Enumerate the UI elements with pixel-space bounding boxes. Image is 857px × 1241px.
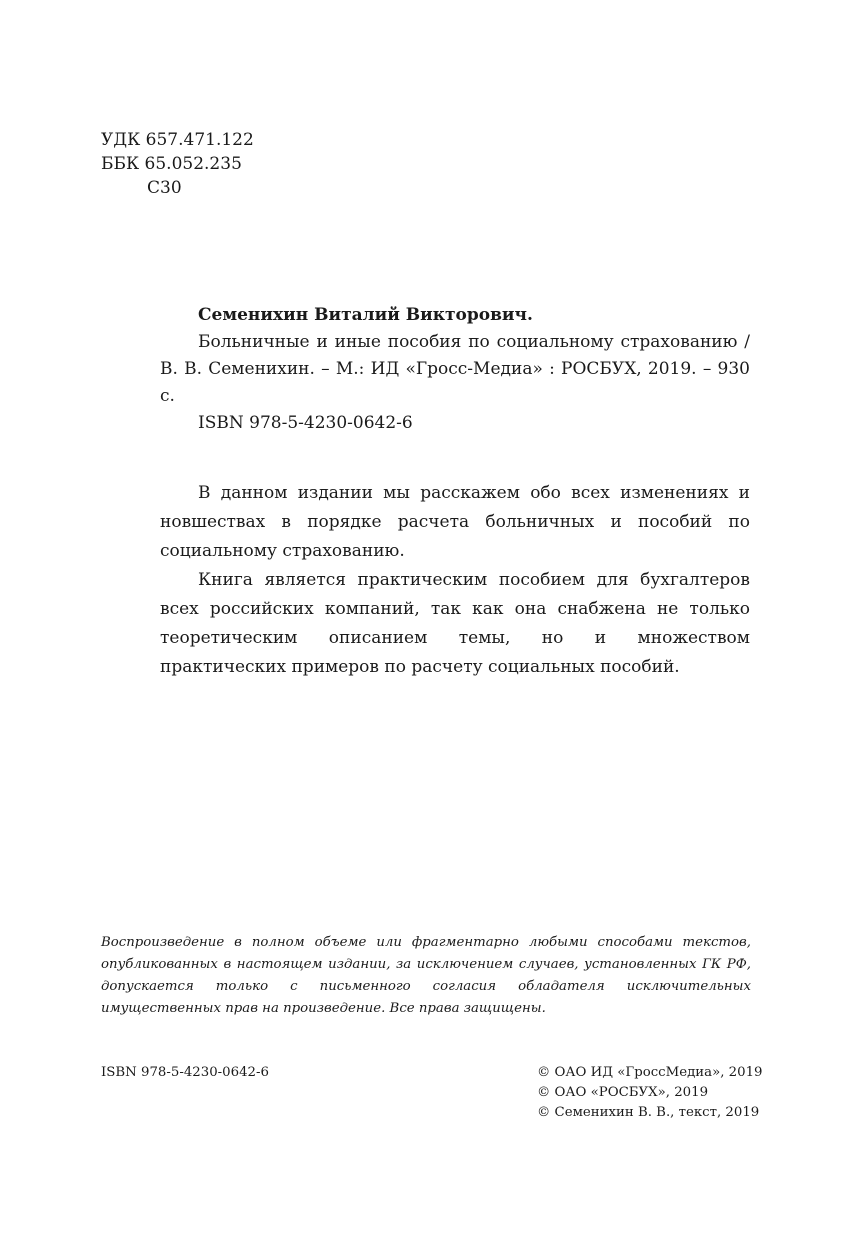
bbk-code: ББК 65.052.235: [101, 154, 242, 174]
abstract-paragraph-2: Книга является практическим пособием для бухгалтеров всех российских компаний, так как она снабжена не только теоретическим описанием темы, но и множеством практических примеров по расчету социальных пособий.: [160, 570, 750, 677]
footer-isbn: ISBN 978-5-4230-0642-6: [101, 1065, 269, 1080]
copyright-line: © Семенихин В. В., текст, 2019: [537, 1105, 760, 1120]
isbn-line: ISBN 978-5-4230-0642-6: [198, 413, 413, 433]
bibliographic-description: Больничные и иные пособия по социальному страхованию / В. В. Семенихин. – М.: ИД «Гросс-Медиа» : РОСБУХ, 2019. – 930 с.: [160, 332, 750, 406]
classification-codes: [101, 128, 254, 200]
author-name: Семенихин Виталий Викторович.: [198, 305, 533, 325]
bibliographic-record: [160, 302, 750, 437]
copyright-line: © ОАО «РОСБУХ», 2019: [537, 1085, 709, 1100]
abstract-paragraph-1: В данном издании мы расскажем обо всех изменениях и новшествах в порядке расчета больничных и пособий по социальному страхованию.: [160, 483, 750, 561]
copyright-list: [537, 1063, 763, 1123]
book-abstract: [160, 479, 750, 682]
copyright-line: © ОАО ИД «ГроссМедиа», 2019: [537, 1065, 763, 1080]
author-mark: С30: [147, 178, 182, 198]
udk-code: УДК 657.471.122: [101, 130, 254, 150]
copyright-notice: Воспроизведение в полном объеме или фрагментарно любыми способами текстов, опубликованных в настоящем издании, за исключением случаев, установленных ГК РФ, допускается только с письменного согласия обладателя исключительных имущественных прав на произведение. Все права защищены.: [101, 935, 751, 1016]
